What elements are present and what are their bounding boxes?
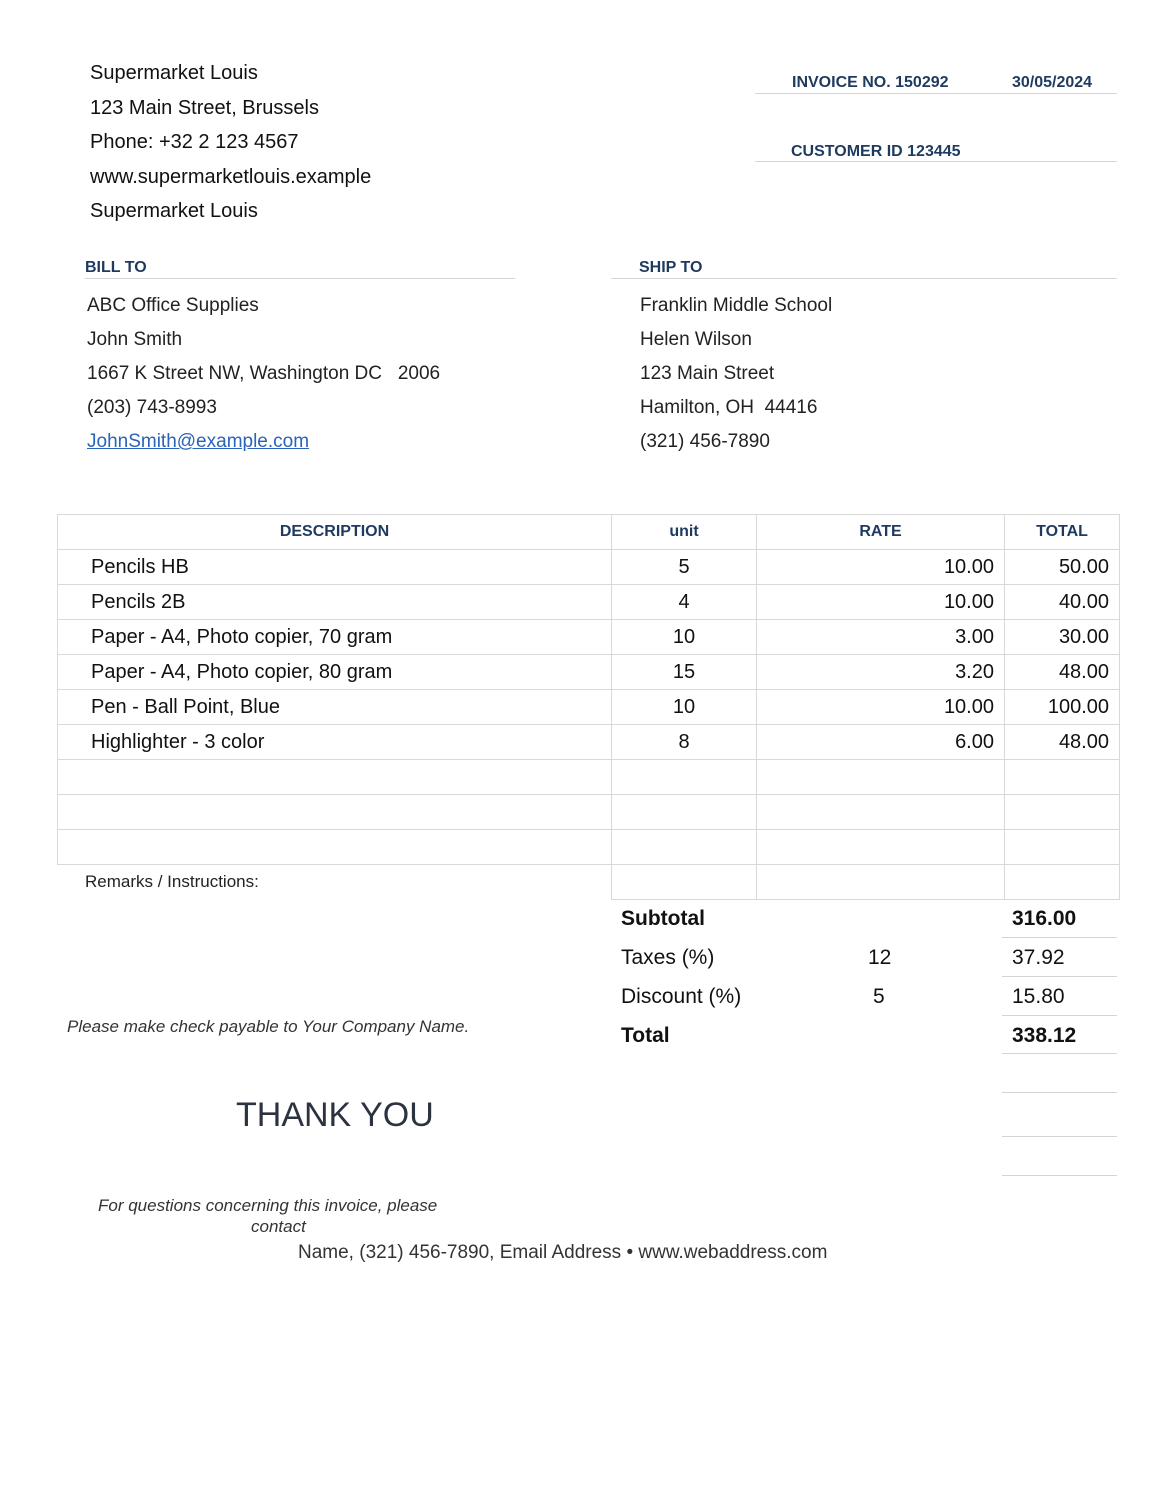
total-value: 338.12 [1012,1024,1077,1047]
ship-to-heading: SHIP TO [639,259,703,276]
cell-unit: 10 [612,620,757,655]
ship-to-company: Franklin Middle School [640,295,833,316]
table-row [58,585,1120,620]
taxes-percent: 12 [868,946,892,969]
ship-to-contact: Helen Wilson [640,329,752,350]
ship-to-city: Hamilton, OH 44416 [640,397,818,418]
table-row-empty [58,830,1120,865]
divider [755,93,1117,94]
table-row [58,620,1120,655]
discount-percent: 5 [873,985,885,1008]
cell-total: 100.00 [1005,690,1120,725]
bill-to-address: 1667 K Street NW, Washington DC 2006 [87,363,441,384]
bill-to-company: ABC Office Supplies [87,295,259,316]
cell-total: 48.00 [1005,725,1120,760]
bill-to-contact: John Smith [87,329,183,350]
ship-to-phone: (321) 456-7890 [640,431,770,452]
cell-rate: 10.00 [757,550,1005,585]
cell-total: 30.00 [1005,620,1120,655]
cell-unit: 15 [612,655,757,690]
cell-description: Highlighter - 3 color [58,725,612,760]
cell-rate: 6.00 [757,725,1005,760]
divider [85,278,515,279]
table-row-empty [58,795,1120,830]
cell-rate: 10.00 [757,585,1005,620]
col-unit: unit [612,515,757,550]
subtotal-value: 316.00 [1012,907,1077,930]
line-items-table [57,514,1120,900]
discount-label: Discount (%) [621,985,742,1008]
cell-total: 40.00 [1005,585,1120,620]
company-address: 123 Main Street, Brussels [90,97,319,119]
cell-description: Paper - A4, Photo copier, 80 gram [58,655,612,690]
cell-total: 48.00 [1005,655,1120,690]
divider [611,278,1117,279]
taxes-label: Taxes (%) [621,946,715,969]
bill-to-heading: BILL TO [85,259,147,276]
invoice-date: 30/05/2024 [1012,74,1093,91]
cell-description: Pencils 2B [58,585,612,620]
invoice-number: INVOICE NO. 150292 [792,74,949,91]
company-name-repeat: Supermarket Louis [90,200,258,222]
cell-unit: 5 [612,550,757,585]
col-description: DESCRIPTION [58,515,612,550]
cell-description: Pen - Ball Point, Blue [58,690,612,725]
col-total: TOTAL [1005,515,1120,550]
table-row [58,655,1120,690]
divider [755,161,1117,162]
contact-line: Name, (321) 456-7890, Email Address • www.webaddress.com [298,1242,828,1263]
ship-to-street: 123 Main Street [640,363,775,384]
discount-value: 15.80 [1012,985,1065,1008]
company-name: Supermarket Louis [90,62,258,84]
company-website: www.supermarketlouis.example [90,166,372,188]
thank-you-text: THANK YOU [236,1096,434,1134]
cell-rate: 3.00 [757,620,1005,655]
customer-id: CUSTOMER ID 123445 [791,143,961,160]
table-row [58,725,1120,760]
total-label: Total [621,1024,670,1047]
cell-description: Pencils HB [58,550,612,585]
questions-note: For questions concerning this invoice, please [98,1196,438,1215]
company-phone: Phone: +32 2 123 4567 [90,131,299,153]
col-rate: RATE [757,515,1005,550]
cell-description: Paper - A4, Photo copier, 70 gram [58,620,612,655]
bill-to-email-link[interactable]: JohnSmith@example.com [87,431,310,452]
cell-unit: 4 [612,585,757,620]
cell-unit: 8 [612,725,757,760]
remarks-label: Remarks / Instructions: [85,872,259,891]
taxes-value: 37.92 [1012,946,1065,969]
table-row [58,550,1120,585]
cell-unit: 10 [612,690,757,725]
subtotal-label: Subtotal [621,907,705,930]
table-row [58,690,1120,725]
questions-note-contact: contact [251,1217,306,1236]
cell-rate: 3.20 [757,655,1005,690]
payable-note: Please make check payable to Your Company Name. [67,1017,470,1036]
cell-total: 50.00 [1005,550,1120,585]
table-header-row [58,515,1120,550]
table-row-empty [58,760,1120,795]
bill-to-phone: (203) 743-8993 [87,397,217,418]
cell-rate: 10.00 [757,690,1005,725]
